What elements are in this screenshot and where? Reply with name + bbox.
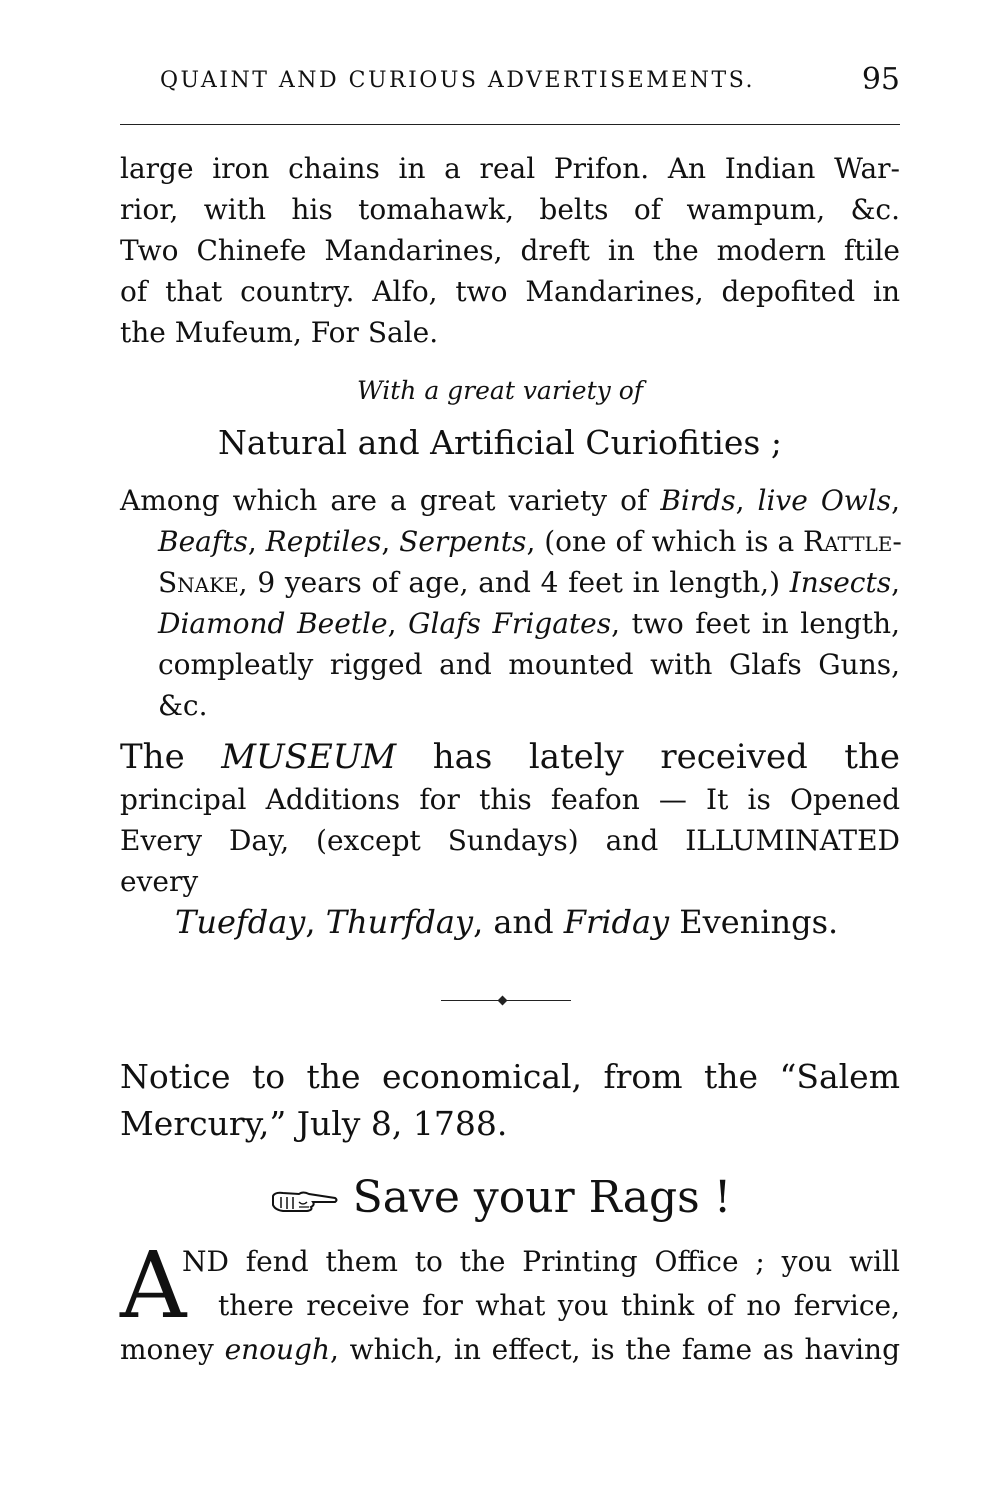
italic-run: Insects bbox=[789, 566, 892, 599]
text-line: Mercury,” July 8, 1788. bbox=[120, 1104, 508, 1143]
drop-cap: A bbox=[120, 1232, 187, 1339]
smallcaps-run: Rattle- bbox=[803, 525, 902, 558]
text-run: , bbox=[387, 607, 409, 640]
text-run: , bbox=[305, 903, 326, 941]
save-rags-heading bbox=[0, 1170, 1000, 1226]
text-run: , bbox=[735, 484, 758, 517]
manicule-icon bbox=[269, 1188, 339, 1214]
text-run: , bbox=[381, 525, 400, 558]
italic-run: Beafts bbox=[158, 525, 248, 558]
text-line: there receive for what you think of no fervice, bbox=[218, 1289, 900, 1322]
text-line bbox=[175, 902, 900, 943]
curiosities-heading: Natural and Artificial Curiofities ; bbox=[218, 423, 782, 462]
text-line: compleatly rigged and mounted with Glafs Guns, bbox=[158, 648, 900, 681]
text-line bbox=[158, 521, 900, 562]
header-rule bbox=[120, 124, 900, 125]
page-number: 95 bbox=[861, 62, 900, 97]
curiosities-paragraph bbox=[120, 480, 900, 726]
text-line: ND fend them to the Printing Office ; you will bbox=[182, 1245, 900, 1278]
italic-run: Reptiles bbox=[265, 525, 382, 558]
smallcaps-run: Snake bbox=[158, 566, 239, 599]
text-line bbox=[120, 1328, 900, 1372]
text-run: Evenings. bbox=[669, 903, 839, 941]
text-line bbox=[120, 480, 900, 521]
subheading: With a great variety of bbox=[356, 376, 644, 405]
text-line: Two Chinefe Mandarines, dreft in the modern ftile bbox=[120, 234, 900, 267]
text-run: , bbox=[247, 525, 266, 558]
text-run: , 9 years of age, and 4 feet in length,) bbox=[238, 566, 790, 599]
text-run: , and bbox=[473, 903, 564, 941]
italic-run: Diamond Beetle bbox=[158, 607, 388, 640]
text-line: Every Day, (except Sundays) and ILLUMINATED bbox=[120, 824, 900, 857]
italic-run: Friday bbox=[563, 903, 670, 941]
text-run: , which, in effect, is the fame as having bbox=[330, 1333, 901, 1366]
text-run: Among which are a great variety of bbox=[120, 484, 661, 517]
italic-run: enough bbox=[224, 1333, 331, 1366]
museum-hours-paragraph bbox=[120, 735, 900, 943]
text-line: the Mufeum, For Sale. bbox=[120, 316, 439, 349]
text-line: Notice to the economical, from the “Salem bbox=[120, 1057, 900, 1096]
text-run: money bbox=[120, 1333, 225, 1366]
rags-paragraph bbox=[120, 1232, 901, 1372]
text-run: The bbox=[120, 737, 222, 777]
notice-paragraph bbox=[120, 1053, 900, 1147]
italic-run: Glafs Frigates bbox=[408, 607, 612, 640]
heading-text: Save your Rags ! bbox=[352, 1172, 732, 1223]
text-line bbox=[158, 603, 900, 644]
text-line: principal Additions for this feafon — It is Opened bbox=[120, 783, 900, 816]
section-divider bbox=[441, 999, 571, 1003]
text-line: every bbox=[120, 865, 199, 898]
text-line: &c. bbox=[158, 689, 208, 722]
text-run: , bbox=[891, 566, 900, 599]
text-line: large iron chains in a real Prifon. An Indian War- bbox=[120, 152, 900, 185]
text-run: , bbox=[891, 484, 900, 517]
text-line bbox=[158, 562, 900, 603]
text-line: rior, with his tomahawk, belts of wampum, &c. bbox=[120, 193, 900, 226]
text-line bbox=[120, 735, 900, 779]
running-title: QUAINT AND CURIOUS ADVERTISEMENTS. bbox=[160, 68, 755, 93]
text-run: , (one of which is a bbox=[526, 525, 804, 558]
italic-run: Serpents bbox=[399, 525, 527, 558]
text-run: has lately received the bbox=[396, 737, 900, 777]
italic-run: live Owls bbox=[757, 484, 892, 517]
italic-run: MUSEUM bbox=[221, 737, 397, 777]
italic-run: Tuefday bbox=[175, 903, 306, 941]
text-run: , two feet in length, bbox=[611, 607, 900, 640]
italic-run: Birds bbox=[660, 484, 736, 517]
museum-paragraph bbox=[120, 148, 900, 353]
running-header bbox=[160, 62, 900, 102]
italic-run: Thurfday bbox=[325, 903, 474, 941]
text-line: of that country. Alfo, two Mandarines, depofited in bbox=[120, 275, 900, 308]
divider-ornament bbox=[498, 996, 508, 1006]
